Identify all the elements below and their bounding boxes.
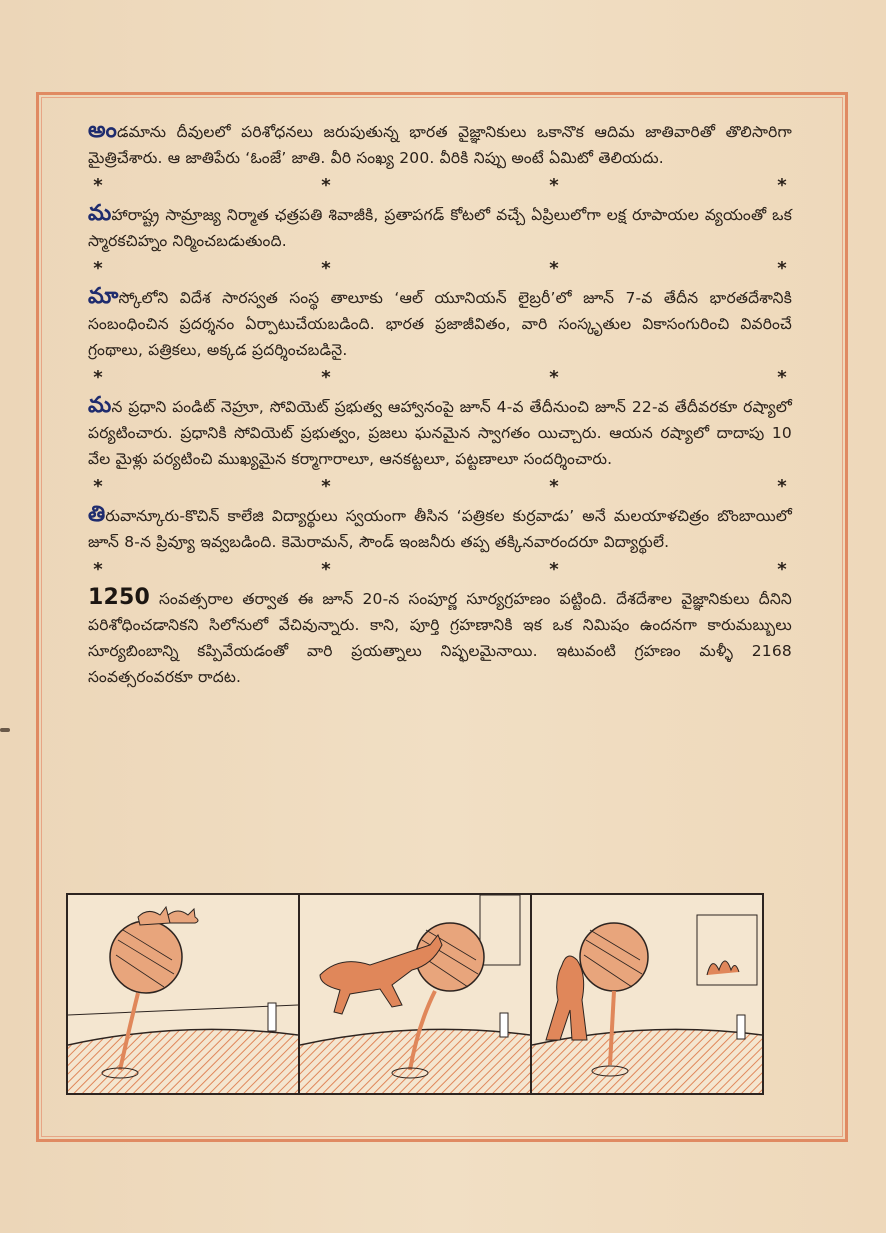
print-mark: [0, 728, 10, 732]
news-item-moscow: [88, 284, 792, 363]
star-icon: *: [93, 559, 103, 580]
lead-number: 1250: [88, 585, 151, 610]
news-item-andaman: [88, 118, 792, 171]
cat-leaping-illustration: [300, 895, 530, 1093]
news-text: సంవత్సరాల తర్వాత ఈ జూన్ 20-న సంపూర్ణ సూర్యగ్రహణం పట్టింది. దేశదేశాల వైజ్ఞానికులు దీనిని పరిశోధించడానికని సిలోనులో వేచివున్నారు. కాని, పూర్తి గ్రహణానికి ఇక ఒక నిమిషం ఉందనగా కారుమబ్బులు సూర్యబింబాన్ని కప్పివేయడంతో వారి ప్రయత్నాలు నిష్ఫలమైనాయి. ఇటువంటి గ్రహణం మళ్ళీ 2168 సంవత్సరంవరకూ రాదట.: [88, 590, 792, 686]
news-text: న ప్రధాని పండిట్ నెహ్రూ, సోవియెట్ ప్రభుత్వ ఆహ్వానంపై జూన్ 4-వ తేదీనుంచి జూన్ 22-వ తేదీవరకూ రష్యాలో పర్యటించారు. ప్రధానికి సోవియెట్ ప్రభుత్వం, ప్రజలు ఘనమైన స్వాగతం యిచ్చారు. ఆయన రష్యాలో దాదాపు 10 వేల మైళ్లు పర్యటించి ముఖ్యమైన కర్మాగారాలూ, ఆనకట్టలూ, పట్టణాలూ సందర్శించారు.: [88, 398, 792, 468]
separator: [88, 258, 792, 280]
separator: [88, 559, 792, 581]
comic-panel-3: [532, 895, 762, 1093]
star-icon: *: [93, 175, 103, 196]
drop-cap: మ: [88, 201, 112, 226]
star-icon: *: [777, 258, 787, 279]
star-icon: *: [321, 559, 331, 580]
news-text: డమాను దీవులలో పరిశోధనలు జరుపుతున్న భారత వైజ్ఞానికులు ఒకానొక ఆదిమ జాతివారితో తొలిసారిగా మైత్రిచేశారు. ఆ జాతిపేరు ‘ఓంజే’ జాతి. వీరి సంఖ్య 200. వీరికి నిప్పు అంటే ఏమిటో తెలియదు.: [88, 123, 792, 167]
news-column: [88, 118, 792, 690]
star-icon: *: [93, 476, 103, 497]
news-text: రువాన్కూరు-కొచిన్ కాలేజి విద్యార్థులు స్వయంగా తీసిన ‘పత్రికల కుర్రవాడు’ అనే మలయాళచిత్రం బొంబాయిలో జూన్ 8-న ప్రివ్యూ ఇవ్వబడింది. కెమెరామన్, సౌండ్ ఇంజనీరు తప్ప తక్కినవారందరూ విద్యార్థులే.: [88, 507, 792, 551]
star-icon: *: [777, 367, 787, 388]
star-icon: *: [93, 258, 103, 279]
star-icon: *: [549, 476, 559, 497]
separator: [88, 367, 792, 389]
star-icon: *: [93, 367, 103, 388]
news-text: స్కోలోని విదేశ సారస్వత సంస్థ తాలూకు ‘ఆల్ యూనియన్ లైబ్రరీ’లో జూన్ 7-వ తేదీన భారతదేశానికి సంబంధించిన ప్రదర్శనం ఏర్పాటుచేయబడింది. భారత ప్రజాజీవితం, వారి సంస్కృతుల వికాసంగురించి వివరించే గ్రంథాలు, పత్రికలు, అక్కడ ప్రదర్శించబడినై.: [88, 289, 792, 359]
star-icon: *: [777, 476, 787, 497]
star-icon: *: [777, 175, 787, 196]
news-item-nehru: [88, 393, 792, 472]
star-icon: *: [549, 258, 559, 279]
separator: [88, 175, 792, 197]
star-icon: *: [321, 175, 331, 196]
drop-cap: అం: [88, 118, 117, 143]
comic-panel-1: [68, 895, 300, 1093]
news-item-eclipse: [88, 585, 792, 690]
star-icon: *: [777, 559, 787, 580]
star-icon: *: [549, 559, 559, 580]
star-icon: *: [321, 258, 331, 279]
comic-strip: [66, 893, 764, 1095]
drop-cap: మా: [88, 284, 119, 309]
news-item-shivaji: [88, 201, 792, 254]
news-text: హారాష్ట్ర సామ్రాజ్య నిర్మాత ఛత్రపతి శివాజీకి, ప్రతాపగడ్ కోటలో వచ్చే ఏప్రిలులోగా లక్ష రూపాయల వ్యయంతో ఒక స్మారకచిహ్నం నిర్మించబడుతుంది.: [88, 206, 792, 250]
drop-cap: తి: [88, 502, 106, 527]
drop-cap: మ: [88, 393, 112, 418]
cat-hits-balloon-illustration: [532, 895, 762, 1093]
news-item-film: [88, 502, 792, 555]
star-icon: *: [549, 367, 559, 388]
star-icon: *: [321, 367, 331, 388]
mice-on-balloon-illustration: [68, 895, 298, 1093]
star-icon: *: [321, 476, 331, 497]
star-icon: *: [549, 175, 559, 196]
separator: [88, 476, 792, 498]
comic-panel-2: [300, 895, 532, 1093]
